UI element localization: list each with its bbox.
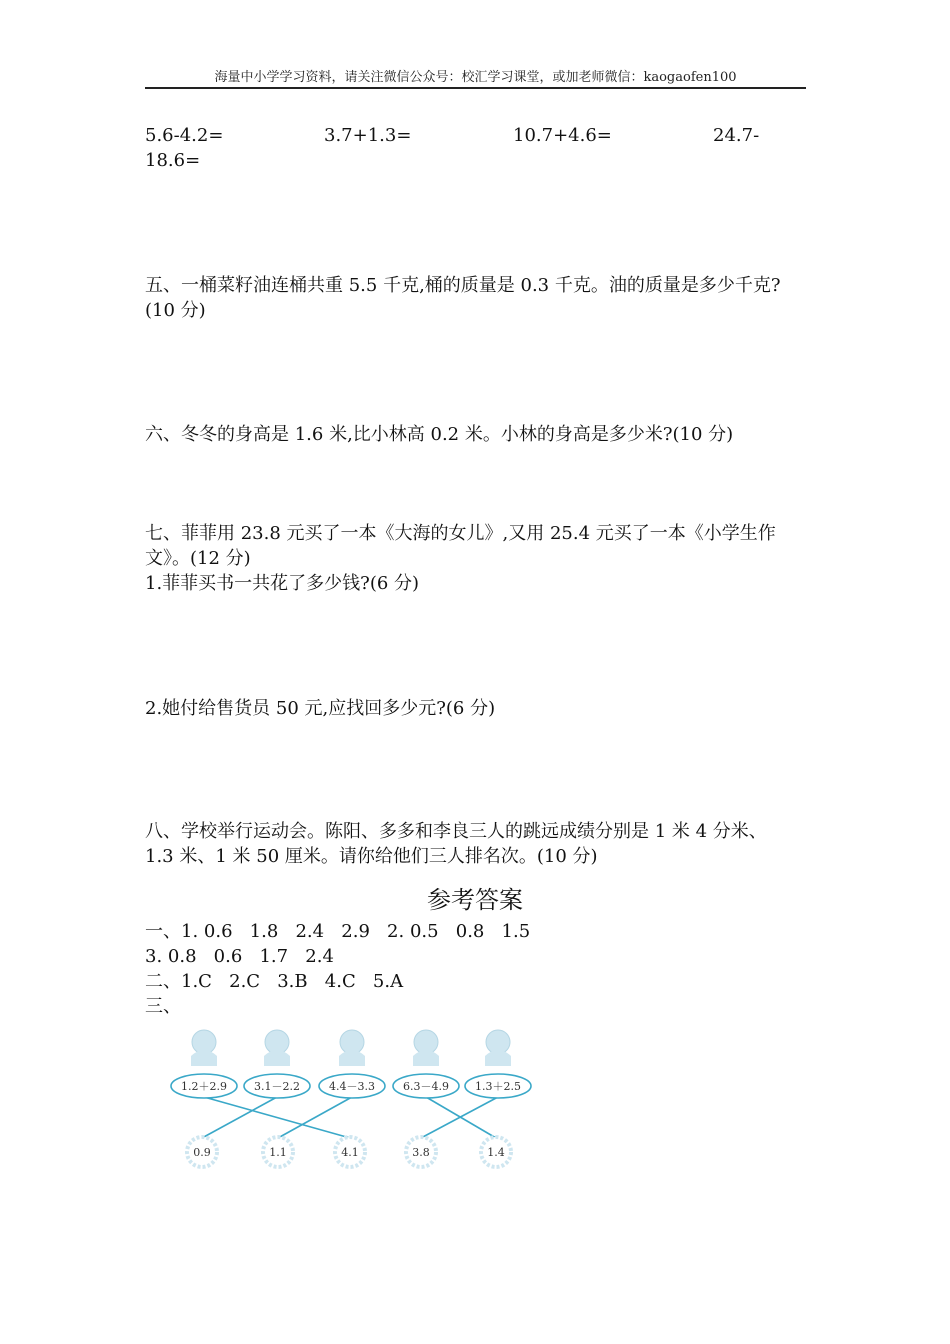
expression-label: 3.1－2.2 <box>254 1080 300 1093</box>
cartoon-figure-icon <box>264 1030 290 1066</box>
cartoon-figure-icon <box>485 1030 511 1066</box>
expression-label: 1.3＋2.5 <box>475 1080 521 1093</box>
result-label: 1.1 <box>269 1146 287 1159</box>
question-8-line-1: 八、学校举行运动会。陈阳、多多和李良三人的跳远成绩分别是 1 米 4 分米、 <box>145 821 767 842</box>
expression-oval <box>393 1074 459 1098</box>
result-wreath <box>263 1137 293 1167</box>
calc-item-2: 3.7+1.3= <box>324 125 412 146</box>
question-7-line-1: 七、菲菲用 23.8 元买了一本《大海的女儿》,又用 25.4 元买了一本《小学生作 <box>145 523 776 544</box>
header-divider <box>145 87 806 89</box>
cartoon-figure-icon <box>413 1030 439 1066</box>
question-7-sub-1: 1.菲菲买书一共花了多少钱?(6 分) <box>145 573 420 594</box>
match-line <box>202 1097 277 1138</box>
question-7-line-2: 文》。(12 分) <box>145 548 251 569</box>
cartoon-figure-icon <box>339 1030 365 1066</box>
page-header: 海量中小学学习资料，请关注微信公众号：校汇学习课堂，或加老师微信：kaogaofen100 <box>214 70 737 85</box>
cartoon-figure-icon <box>191 1030 217 1066</box>
expression-oval <box>171 1074 237 1098</box>
answer-1-line-2: 3. 0.8 0.6 1.7 2.4 <box>145 946 334 967</box>
calc-item-3: 10.7+4.6= <box>513 125 612 146</box>
result-label: 1.4 <box>487 1146 505 1159</box>
answer-1-line-1: 一、1. 0.6 1.8 2.4 2.9 2. 0.5 0.8 1.5 <box>145 921 531 942</box>
result-label: 3.8 <box>412 1146 430 1159</box>
match-line <box>204 1097 350 1138</box>
question-6: 六、冬冬的身高是 1.6 米,比小林高 0.2 米。小林的身高是多少米?(10 分) <box>145 424 734 445</box>
question-7-sub-2: 2.她付给售货员 50 元,应找回多少元?(6 分) <box>145 698 496 719</box>
result-label: 0.9 <box>193 1146 211 1159</box>
matching-diagram <box>170 1022 540 1182</box>
calc-item-1: 5.6-4.2= <box>145 125 224 146</box>
expression-oval <box>244 1074 310 1098</box>
result-wreath <box>406 1137 436 1167</box>
expression-label: 1.2＋2.9 <box>181 1080 227 1093</box>
question-8-line-2: 1.3 米、1 米 50 厘米。请你给他们三人排名次。(10 分) <box>145 846 598 867</box>
question-5: 五、一桶菜籽油连桶共重 5.5 千克,桶的质量是 0.3 千克。油的质量是多少千克? <box>145 275 781 296</box>
result-wreath <box>187 1137 217 1167</box>
expression-oval <box>319 1074 385 1098</box>
result-wreath <box>335 1137 365 1167</box>
expression-oval <box>465 1074 531 1098</box>
answer-2: 二、1.C 2.C 3.B 4.C 5.A <box>145 971 404 992</box>
match-line <box>278 1097 352 1138</box>
result-wreath <box>481 1137 511 1167</box>
answers-title: 参考答案 <box>427 886 523 914</box>
question-5-score: (10 分) <box>145 300 206 321</box>
calc-item-4-wrap: 18.6= <box>145 150 201 171</box>
answer-3-label: 三、 <box>145 996 181 1017</box>
result-label: 4.1 <box>341 1146 359 1159</box>
calc-item-4: 24.7- <box>713 125 760 146</box>
expression-label: 4.4－3.3 <box>329 1080 375 1093</box>
expression-label: 6.3－4.9 <box>403 1080 449 1093</box>
